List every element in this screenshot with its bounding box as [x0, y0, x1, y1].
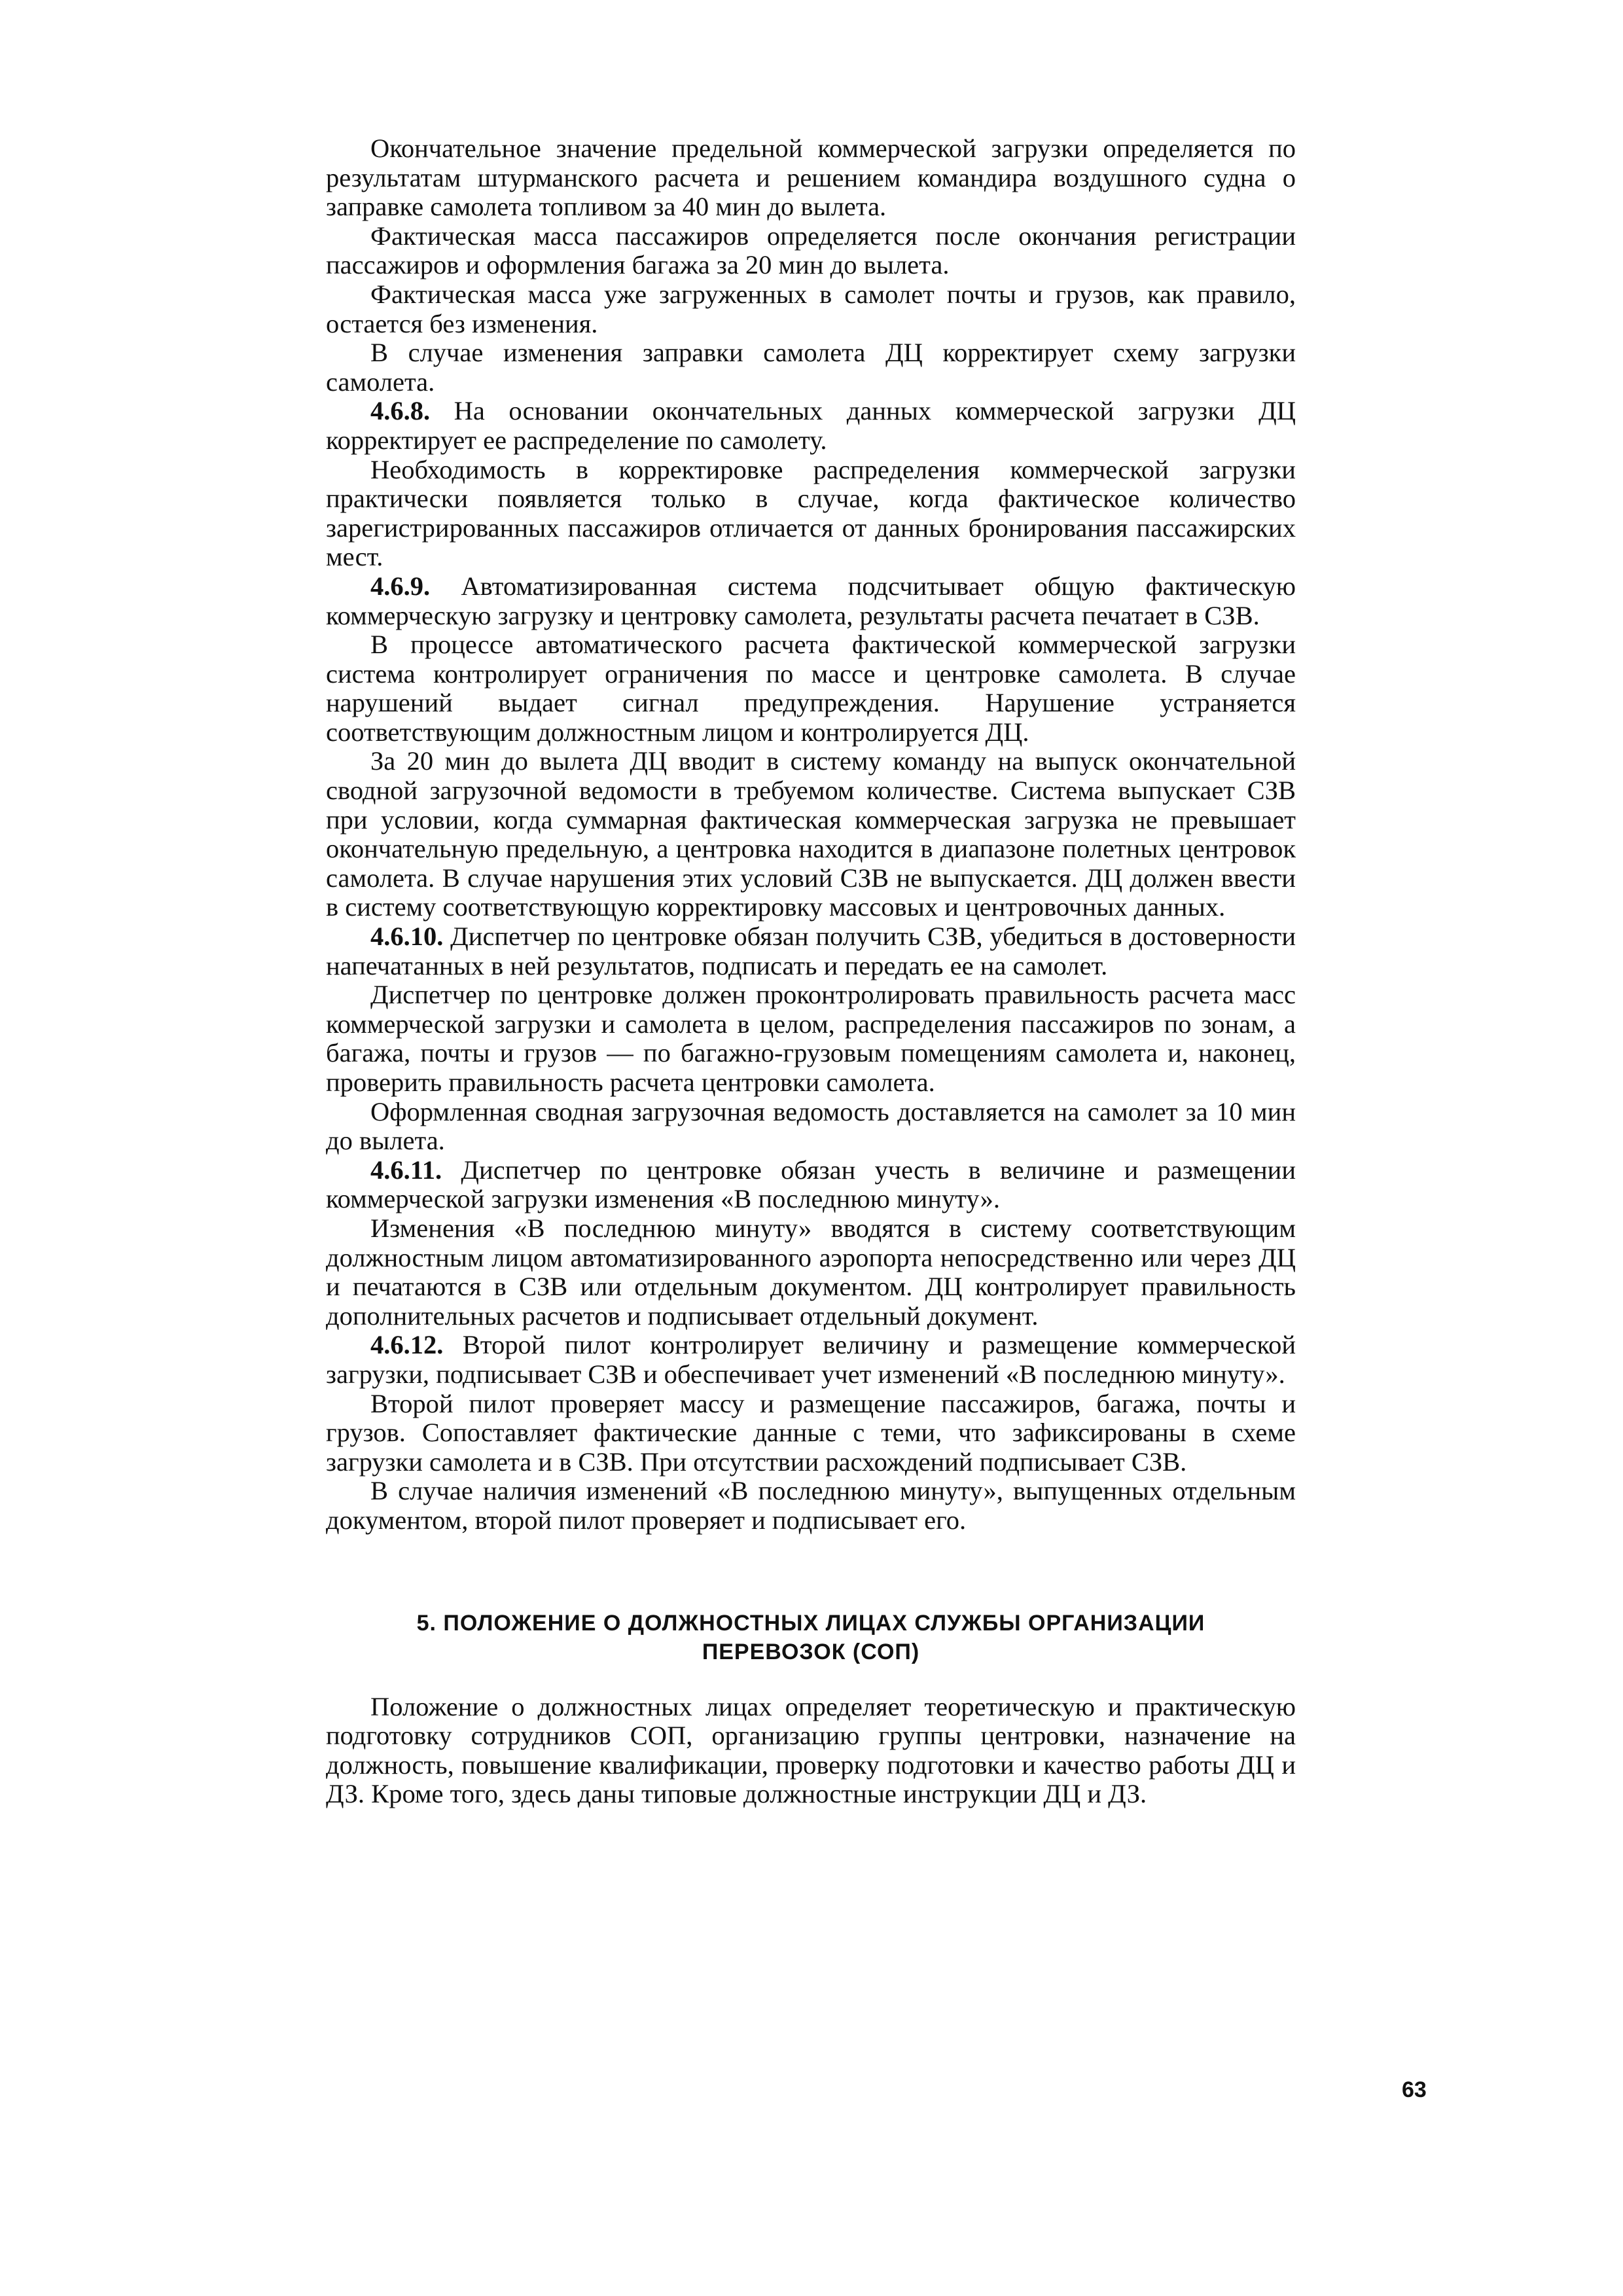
paragraph: Второй пилот проверяет массу и размещение пассажиров, багажа, почты и грузов. Сопоставляет фактические данные с теми, что зафиксированы в схеме загрузки самолета и в СЗВ. При отсутствии расхождений подписывает СЗВ.	[326, 1388, 1296, 1477]
clause-number: 4.6.11.	[370, 1155, 442, 1185]
paragraph: В случае изменения заправки самолета ДЦ корректирует схему загрузки самолета.	[326, 338, 1296, 397]
clause-number: 4.6.8.	[370, 396, 431, 426]
clause-4-6-11: 4.6.11. Диспетчер по центровке обязан учесть в величине и размещении коммерческой загрузки изменения «В последнюю минуту».	[326, 1155, 1296, 1214]
clause-4-6-8: 4.6.8. На основании окончательных данных коммерческой загрузки ДЦ корректирует ее распределение по самолету.	[326, 396, 1296, 455]
clause-number: 4.6.12.	[370, 1330, 444, 1360]
paragraph: В случае наличия изменений «В последнюю минуту», выпущенных отдельным документом, второй пилот проверяет и подписывает его.	[326, 1476, 1296, 1535]
clause-number: 4.6.10.	[370, 922, 444, 952]
clause-number: 4.6.9.	[370, 571, 431, 601]
paragraph: Оформленная сводная загрузочная ведомость доставляется на самолет за 10 мин до вылета.	[326, 1096, 1296, 1156]
clause-4-6-10: 4.6.10. Диспетчер по центровке обязан получить СЗВ, убедиться в достоверности напечатанных в ней результатов, подписать и передать ее на самолет.	[326, 922, 1296, 980]
section-heading	[326, 1609, 1296, 1666]
clause-4-6-9: 4.6.9. Автоматизированная система подсчитывает общую фактическую коммерческую загрузку и центровку самолета, результаты расчета печатает в СЗВ.	[326, 571, 1296, 630]
document-page	[326, 134, 1296, 1809]
paragraph: Окончательное значение предельной коммерческой загрузки определяется по результатам штурманского расчета и решением командира воздушного судна о заправке самолета топливом за 40 мин до вылета.	[326, 134, 1296, 222]
section-heading-line: 5. ПОЛОЖЕНИЕ О ДОЛЖНОСТНЫХ ЛИЦАХ СЛУЖБЫ ОРГАНИЗАЦИИ	[416, 1610, 1205, 1636]
page-number: 63	[1402, 2077, 1427, 2102]
paragraph: Изменения «В последнюю минуту» вводятся в систему соответствующим должностным лицом автоматизированного аэропорта непосредственно или через ДЦ и печатаются в СЗВ или отдельным документом. ДЦ контролирует правильность дополнительных расчетов и подписывает отдельный документ.	[326, 1213, 1296, 1331]
section-heading-line: ПЕРЕВОЗОК (СОП)	[702, 1639, 920, 1664]
paragraph: Диспетчер по центровке должен проконтролировать правильность расчета масс коммерческой загрузки и самолета в целом, распределения пассажиров по зонам, а багажа, почты и грузов — по багажно-грузовым помещениям самолета и, наконец, проверить правильность расчета центровки самолета.	[326, 980, 1296, 1097]
section-paragraph: Положение о должностных лицах определяет теоретическую и практическую подготовку сотрудников СОП, организацию группы центровки, назначение на должность, повышение квалификации, проверку подготовки и качество работы ДЦ и ДЗ. Кроме того, здесь даны типовые должностные инструкции ДЦ и ДЗ.	[326, 1691, 1296, 1809]
paragraph: Фактическая масса пассажиров определяется после окончания регистрации пассажиров и оформления багажа за 20 мин до вылета.	[326, 221, 1296, 280]
paragraph: За 20 мин до вылета ДЦ вводит в систему команду на выпуск окончательной сводной загрузочной ведомости в требуемом количестве. Система выпускает СЗВ при условии, когда суммарная фактическая коммерческая загрузка не превышает окончательную предельную, а центровка находится в диапазоне полетных центровок самолета. В случае нарушения этих условий СЗВ не выпускается. ДЦ должен ввести в систему соответствующую корректировку массовых и центровочных данных.	[326, 746, 1296, 922]
paragraph: Необходимость в корректировке распределения коммерческой загрузки практически появляется только в случае, когда фактическое количество зарегистрированных пассажиров отличается от данных бронирования пассажирских мест.	[326, 454, 1296, 572]
paragraph: Фактическая масса уже загруженных в самолет почты и грузов, как правило, остается без изменения.	[326, 279, 1296, 338]
paragraph: В процессе автоматического расчета фактической коммерческой загрузки система контролирует ограничения по массе и центровке самолета. В случае нарушений выдает сигнал предупреждения. Нарушение устраняется соответствующим должностным лицом и контролируется ДЦ.	[326, 630, 1296, 747]
clause-4-6-12: 4.6.12. Второй пилот контролирует величину и размещение коммерческой загрузки, подписывает СЗВ и обеспечивает учет изменений «В последнюю минуту».	[326, 1330, 1296, 1389]
